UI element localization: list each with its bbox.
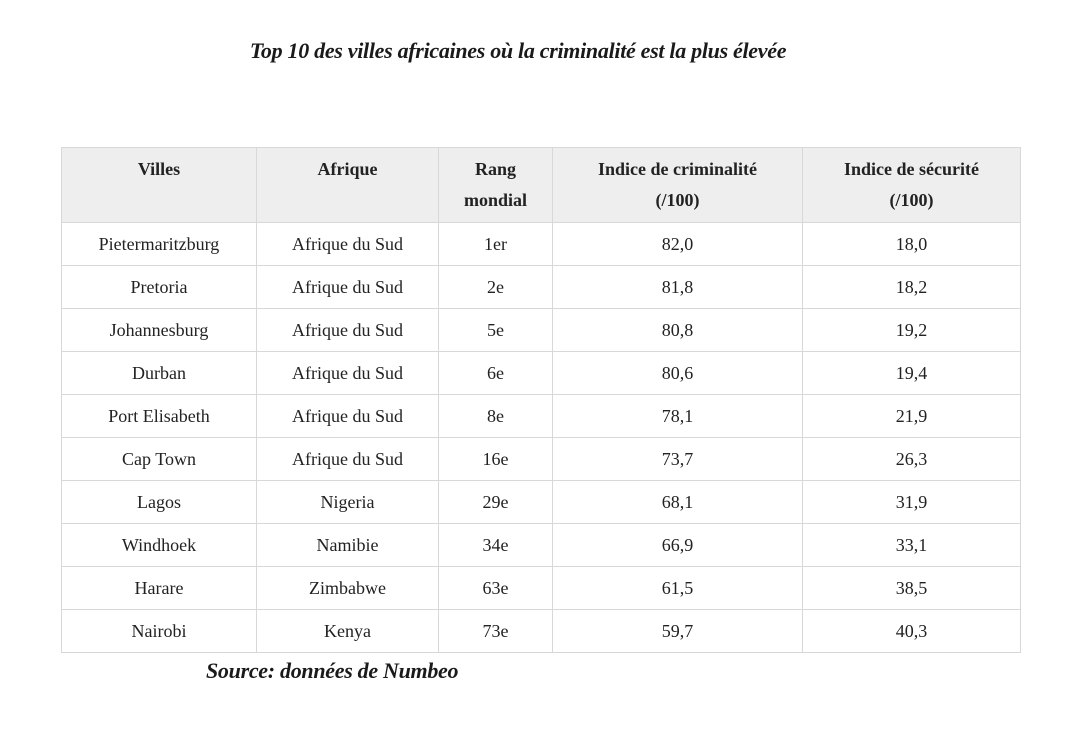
cell-indice-securite: 38,5 <box>803 567 1021 610</box>
header-line: (/100) <box>655 190 700 210</box>
cell-indice-securite: 33,1 <box>803 524 1021 567</box>
header-line: Indice de criminalité <box>598 159 757 179</box>
cell-ville: Durban <box>62 352 257 395</box>
table-row <box>62 524 1021 567</box>
table-row <box>62 567 1021 610</box>
cell-rang: 63e <box>439 567 553 610</box>
cell-indice-criminalite: 61,5 <box>553 567 803 610</box>
cell-indice-criminalite: 66,9 <box>553 524 803 567</box>
cell-rang: 2e <box>439 266 553 309</box>
header-line: (/100) <box>889 190 934 210</box>
header-rang-mondial <box>439 148 553 223</box>
table-row <box>62 223 1021 266</box>
crime-table-container <box>61 147 1020 653</box>
cell-afrique: Zimbabwe <box>257 567 439 610</box>
table-row <box>62 266 1021 309</box>
cell-afrique: Afrique du Sud <box>257 309 439 352</box>
cell-ville: Pietermaritzburg <box>62 223 257 266</box>
cell-indice-securite: 18,2 <box>803 266 1021 309</box>
cell-ville: Harare <box>62 567 257 610</box>
cell-indice-criminalite: 80,6 <box>553 352 803 395</box>
cell-afrique: Afrique du Sud <box>257 352 439 395</box>
cell-indice-securite: 18,0 <box>803 223 1021 266</box>
cell-indice-securite: 19,2 <box>803 309 1021 352</box>
cell-rang: 1er <box>439 223 553 266</box>
cell-afrique: Afrique du Sud <box>257 266 439 309</box>
table-header <box>62 148 1021 223</box>
cell-ville: Pretoria <box>62 266 257 309</box>
header-villes <box>62 148 257 223</box>
cell-indice-criminalite: 59,7 <box>553 610 803 653</box>
cell-afrique: Nigeria <box>257 481 439 524</box>
cell-ville: Port Elisabeth <box>62 395 257 438</box>
table-row <box>62 395 1021 438</box>
header-line: Afrique <box>317 159 378 179</box>
cell-afrique: Afrique du Sud <box>257 223 439 266</box>
table-row <box>62 352 1021 395</box>
cell-ville: Johannesburg <box>62 309 257 352</box>
crime-table <box>61 147 1021 653</box>
cell-rang: 16e <box>439 438 553 481</box>
cell-indice-criminalite: 82,0 <box>553 223 803 266</box>
table-row <box>62 309 1021 352</box>
table-row <box>62 438 1021 481</box>
cell-ville: Cap Town <box>62 438 257 481</box>
cell-rang: 6e <box>439 352 553 395</box>
cell-rang: 73e <box>439 610 553 653</box>
cell-indice-securite: 31,9 <box>803 481 1021 524</box>
header-line: mondial <box>463 190 528 210</box>
cell-ville: Lagos <box>62 481 257 524</box>
cell-indice-securite: 26,3 <box>803 438 1021 481</box>
cell-afrique: Kenya <box>257 610 439 653</box>
cell-afrique: Afrique du Sud <box>257 395 439 438</box>
cell-indice-criminalite: 73,7 <box>553 438 803 481</box>
cell-indice-securite: 40,3 <box>803 610 1021 653</box>
cell-indice-criminalite: 80,8 <box>553 309 803 352</box>
table-row <box>62 481 1021 524</box>
page-title: Top 10 des villes africaines où la criminalité est la plus élevée <box>249 38 787 63</box>
table-header-row <box>62 148 1021 223</box>
header-line: Indice de sécurité <box>844 159 979 179</box>
cell-indice-criminalite: 68,1 <box>553 481 803 524</box>
table-row <box>62 610 1021 653</box>
cell-rang: 8e <box>439 395 553 438</box>
header-line: Rang <box>474 159 516 179</box>
cell-afrique: Afrique du Sud <box>257 438 439 481</box>
header-line: Villes <box>137 159 181 179</box>
header-indice-criminalite <box>553 148 803 223</box>
cell-rang: 5e <box>439 309 553 352</box>
source-note: Source: données de Numbeo <box>206 658 459 683</box>
cell-indice-securite: 21,9 <box>803 395 1021 438</box>
cell-ville: Windhoek <box>62 524 257 567</box>
cell-indice-criminalite: 78,1 <box>553 395 803 438</box>
cell-rang: 34e <box>439 524 553 567</box>
cell-indice-criminalite: 81,8 <box>553 266 803 309</box>
cell-rang: 29e <box>439 481 553 524</box>
cell-afrique: Namibie <box>257 524 439 567</box>
header-afrique <box>257 148 439 223</box>
cell-ville: Nairobi <box>62 610 257 653</box>
header-indice-securite <box>803 148 1021 223</box>
table-body <box>62 223 1021 653</box>
cell-indice-securite: 19,4 <box>803 352 1021 395</box>
